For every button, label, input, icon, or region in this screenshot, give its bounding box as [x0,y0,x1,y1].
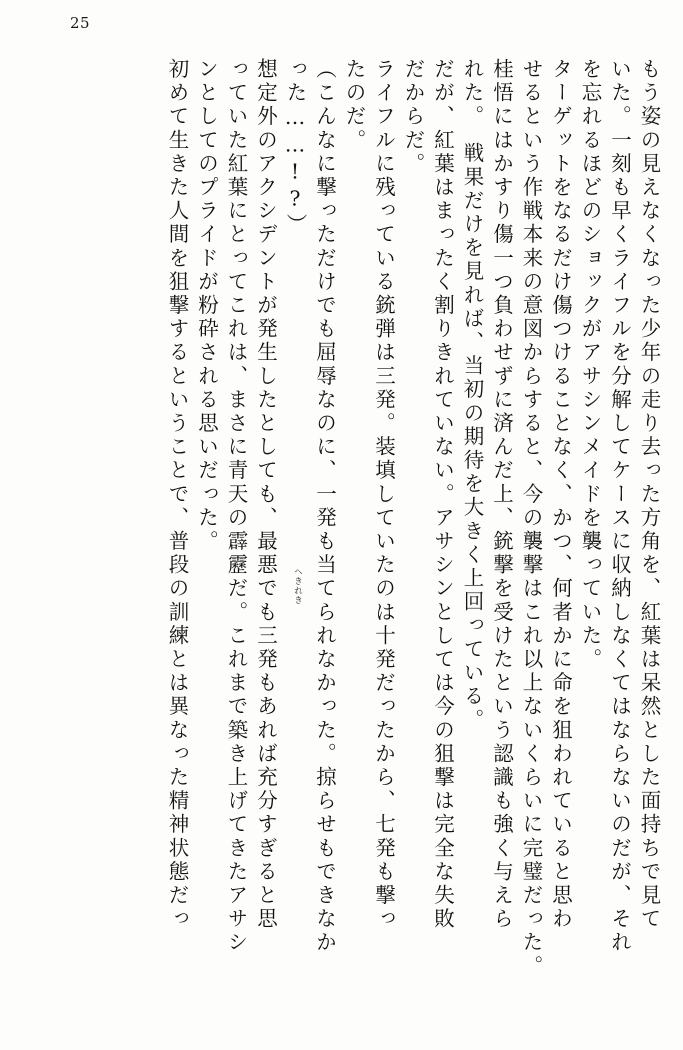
vertical-text-body [30,58,659,1028]
text-column: った……!?） [283,58,307,238]
text-column: を忘れるほどのショックがアサシンメイドを襲っていた。 [578,58,602,672]
text-column: 想定外のアクシデントが発生したとしても、最悪でも三発もあれば充分すぎると思 [253,58,278,932]
text-column: 桂悟にはかすり傷一つ負わせずに済んだ上、銃撃を受けたという認識も強く与えら [489,58,514,932]
text-column: っていた紅葉にとってこれは、まさに青天の霹靂だ。これまで築き上げてきたアサシ [224,58,248,955]
text-column: いた。一刻も早くライフルを分解してケースに収納しなくてはならないのだが、それ [607,58,632,955]
text-column: だが、紅葉はまったく割りきれていない。アサシンとしては今の狙撃は完全な失敗 [430,58,455,932]
text-column: ンとしてのプライドが粉砕される思いだった。 [194,58,219,554]
text-column: ライフルに残っている銃弾は三発。装填していたのは十発だったから、七発も撃っ [371,58,396,932]
ruby-annotation: へきれき [292,567,303,605]
text-column: （こんなに撃っただけでも屈辱なのに、一発も当てられなかった。掠らせもできなか [312,58,337,955]
page-number: 25 [70,14,91,32]
text-column: だからだ。 [401,58,425,176]
text-column: ターゲットをなるだけ傷つけることなく、かつ、何者かに命を狙われていると思わ [548,58,573,932]
text-column: もう姿の見えなくなった少年の走り去った方角を、紅葉は呆然とした面持ちで見て [637,58,661,932]
text-column: せるという作戦本来の意図からすると、今の襲撃はこれ以上ないくらいに完璧だった。 [519,58,543,979]
text-column: れた。 戦果だけを見れば、当初の期待を大きく上回っている。 [460,58,484,733]
text-column: 初めて生きた人間を狙撃するということで、普段の訓練とは異なった精神状態だっ [165,58,189,932]
text-column: たのだ。 [342,58,366,153]
